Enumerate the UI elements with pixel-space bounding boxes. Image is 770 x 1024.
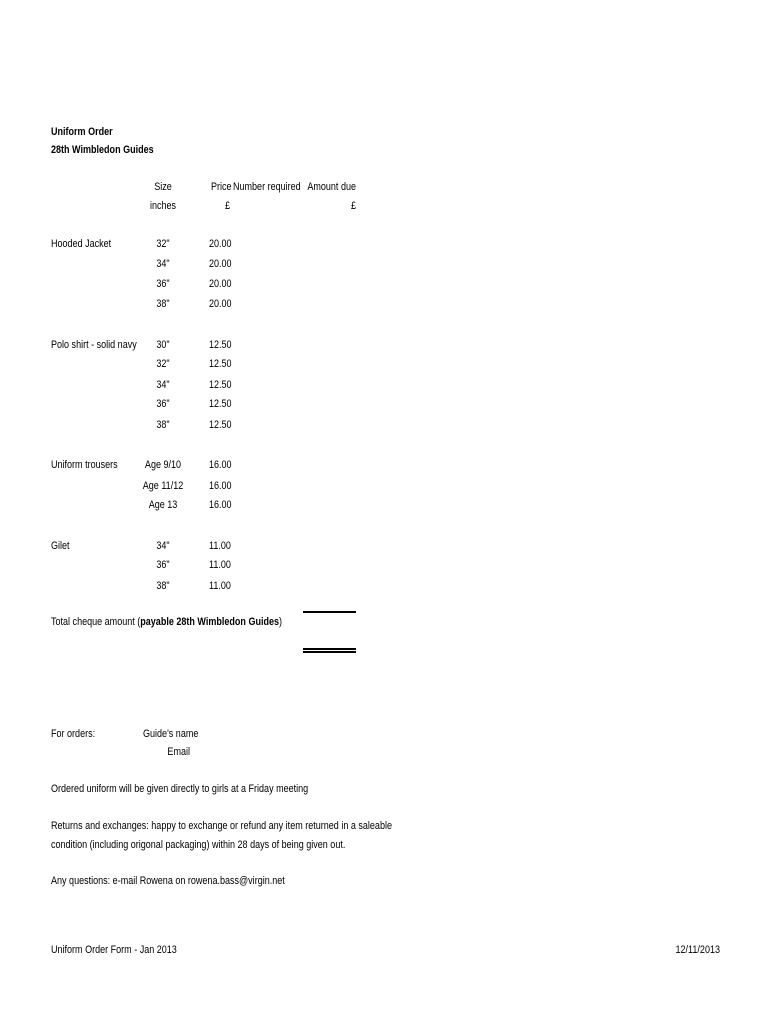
footer-date: 12/11/2013 <box>675 944 720 956</box>
item-size: 38" <box>156 419 170 431</box>
returns-note-line2: condition (including origonal packaging) within 28 days of being given out. <box>51 839 346 851</box>
item-price: 11.00 <box>209 540 231 552</box>
delivery-note: Ordered uniform will be given directly to girls at a Friday meeting <box>51 783 309 795</box>
header-size: Size <box>154 181 172 193</box>
item-size: 36" <box>156 559 170 571</box>
item-name: Hooded Jacket <box>51 238 112 250</box>
item-price: 12.50 <box>209 358 232 370</box>
total-suffix: ) <box>279 616 283 628</box>
item-price: 16.00 <box>209 499 232 511</box>
header-price-unit: £ <box>225 200 231 212</box>
total-payee: payable 28th Wimbledon Guides <box>140 616 280 628</box>
orders-label: For orders: <box>51 728 96 740</box>
item-size: 30" <box>156 339 170 351</box>
item-price: 12.50 <box>209 398 232 410</box>
item-price: 11.00 <box>209 559 231 571</box>
item-price: 12.50 <box>209 419 232 431</box>
item-size: 32" <box>156 238 170 250</box>
email-label: Email <box>167 746 190 758</box>
item-price: 12.50 <box>209 379 232 391</box>
form-subtitle: 28th Wimbledon Guides <box>51 144 154 156</box>
total-prefix: Total cheque amount ( <box>51 616 141 628</box>
item-price: 16.00 <box>209 459 232 471</box>
item-size: 32" <box>156 358 170 370</box>
item-size: 36" <box>156 398 170 410</box>
item-size: 36" <box>156 278 170 290</box>
footer-form-name: Uniform Order Form - Jan 2013 <box>51 944 177 956</box>
item-name: Polo shirt - solid navy <box>51 339 137 351</box>
total-double-rule-top <box>303 648 356 650</box>
item-size: Age 11/12 <box>142 480 184 492</box>
item-price: 20.00 <box>209 278 232 290</box>
item-price: 11.00 <box>209 580 231 592</box>
form-title: Uniform Order <box>51 126 113 138</box>
item-price: 20.00 <box>209 238 232 250</box>
header-price: Price <box>211 181 232 193</box>
item-size: 34" <box>156 540 170 552</box>
item-size: 34" <box>156 258 170 270</box>
item-size: 38" <box>156 580 170 592</box>
item-name: Gilet <box>51 540 70 552</box>
total-cheque-line <box>51 615 282 629</box>
questions-note: Any questions: e-mail Rowena on rowena.bass@virgin.net <box>51 875 285 887</box>
header-size-unit: inches <box>149 200 177 212</box>
guide-name-label: Guide's name <box>143 728 199 740</box>
item-size: 38" <box>156 298 170 310</box>
item-name: Uniform trousers <box>51 459 118 471</box>
item-size: Age 9/10 <box>144 459 182 471</box>
item-size: Age 13 <box>148 499 178 511</box>
subtotal-rule <box>303 611 356 613</box>
item-price: 20.00 <box>209 258 232 270</box>
item-price: 12.50 <box>209 339 232 351</box>
header-number-required: Number required <box>233 181 301 193</box>
total-double-rule-bottom <box>303 651 356 653</box>
item-price: 16.00 <box>209 480 232 492</box>
item-size: 34" <box>156 379 170 391</box>
header-amount-unit: £ <box>350 200 356 212</box>
header-amount-due: Amount due <box>307 181 356 193</box>
item-price: 20.00 <box>209 298 232 310</box>
returns-note-line1: Returns and exchanges: happy to exchange or refund any item returned in a saleable <box>51 820 392 832</box>
